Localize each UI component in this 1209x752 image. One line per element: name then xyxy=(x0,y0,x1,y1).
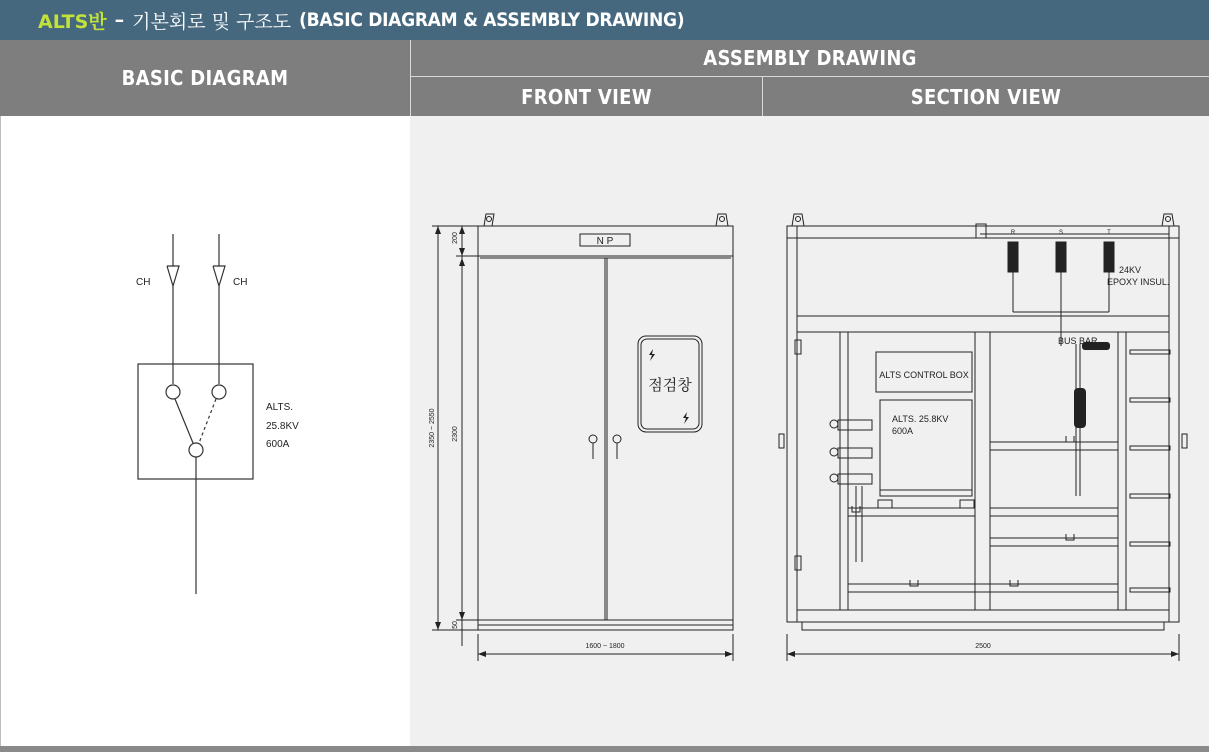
assembly-drawing-panel xyxy=(410,116,1209,746)
phase-label-s: S xyxy=(1058,230,1064,236)
header-front-view: FRONT VIEW xyxy=(411,77,762,116)
device-label-line3: 600A xyxy=(266,439,290,450)
dim-front-width: 1600 ~ 1800 xyxy=(585,643,625,650)
nameplate-label: N P xyxy=(596,236,614,247)
header-section-view: SECTION VIEW xyxy=(763,77,1209,116)
title-separator: – xyxy=(114,9,125,31)
phase-label-t: T xyxy=(1107,230,1111,236)
phase-label-r: R xyxy=(1010,230,1016,236)
alts-label-line1: ALTS. 25.8KV xyxy=(892,414,949,424)
assembly-drawing-svg xyxy=(410,116,1209,746)
inspection-window-label: 점검창 xyxy=(648,377,692,394)
dim-body-height: 2300 xyxy=(452,426,459,442)
header-divider-views xyxy=(762,77,763,116)
bus-bar-label: BUS BAR xyxy=(1058,336,1098,346)
header-assembly-drawing: ASSEMBLY DRAWING xyxy=(411,40,1209,76)
header-basic-diagram: BASIC DIAGRAM xyxy=(0,40,410,116)
basic-diagram-panel xyxy=(0,116,410,746)
dim-top-height: 200 xyxy=(452,232,459,244)
ch-label-left: CH xyxy=(136,277,151,288)
alts-label-line2: 600A xyxy=(892,426,914,436)
front-dim-arrows xyxy=(435,226,733,657)
front-view-drawing xyxy=(432,214,733,661)
device-label-line2: 25.8KV xyxy=(266,421,299,432)
title-bar xyxy=(0,0,1209,40)
insulator-label-line2: EPOXY INSUL. xyxy=(1107,277,1170,287)
dim-base-height: 50 xyxy=(452,621,459,629)
dim-total-height: 2350 ~ 2550 xyxy=(429,408,436,448)
basic-diagram-svg xyxy=(1,116,411,746)
device-label-line1: ALTS. xyxy=(266,402,294,413)
control-box-label: ALTS CONTROL BOX xyxy=(879,370,969,380)
ch-label-right: CH xyxy=(233,277,248,288)
dim-section-width: 2500 xyxy=(975,643,991,650)
title-highlight: ALTS반 xyxy=(38,10,107,33)
header-divider-horizontal xyxy=(411,76,1209,77)
bottom-bar xyxy=(0,746,1209,752)
title-korean: 기본회로 및 구조도 xyxy=(132,10,292,33)
title-english: (BASIC DIAGRAM & ASSEMBLY DRAWING) xyxy=(299,9,685,31)
insulator-label-line1: 24KV xyxy=(1119,265,1142,275)
section-dark-parts xyxy=(787,242,1179,657)
header-divider-main xyxy=(410,40,411,116)
